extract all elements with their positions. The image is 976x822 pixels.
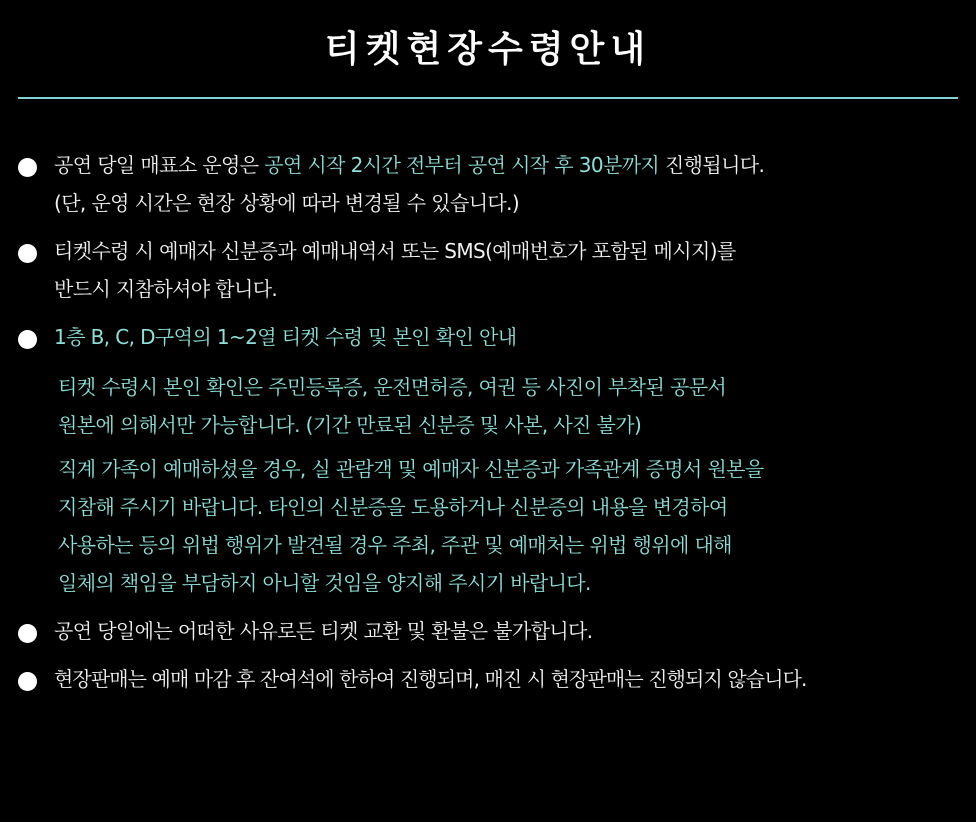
notice-line: 티켓 수령시 본인 확인은 주민등록증, 운전면허증, 여권 등 사진이 부착된 공문서 xyxy=(58,375,727,399)
notice-list xyxy=(0,150,976,694)
highlight-text: 공연 시작 2시간 전부터 공연 시작 후 30분까지 xyxy=(264,153,660,177)
notice-line: (단, 운영 시간은 현장 상황에 따라 변경될 수 있습니다.) xyxy=(54,191,520,215)
notice-line: 현장판매는 예매 마감 후 잔여석에 한하여 진행되며, 매진 시 현장판매는 진행되지 않습니다. xyxy=(54,667,807,691)
notice-line: 티켓수령 시 예매자 신분증과 예매내역서 또는 SMS(예매번호가 포함된 메시지)를 xyxy=(54,239,736,263)
notice-text: 진행됩니다. xyxy=(659,153,765,177)
notice-item-required-docs xyxy=(0,236,976,304)
bullet-icon xyxy=(18,158,37,177)
notice-line: 일체의 책임을 부담하지 아니할 것임을 양지해 주시기 바랍니다. xyxy=(58,571,591,595)
section-heading: 1층 B, C, D구역의 1~2열 티켓 수령 및 본인 확인 안내 xyxy=(54,325,517,349)
bullet-icon xyxy=(18,330,37,349)
title-divider xyxy=(18,97,958,99)
notice-item-on-site-sales xyxy=(0,664,976,694)
notice-line: 원본에 의해서만 가능합니다. (기간 만료된 신분증 및 사본, 사진 불가) xyxy=(58,413,642,437)
page-title: 티켓현장수령안내 xyxy=(324,29,652,70)
notice-line: 사용하는 등의 위법 행위가 발견될 경우 주최, 주관 및 예매처는 위법 행위에 대해 xyxy=(58,533,732,557)
bullet-icon xyxy=(18,244,37,263)
bullet-icon xyxy=(18,624,37,643)
notice-item-no-refund xyxy=(0,616,976,646)
notice-item-id-check xyxy=(0,322,976,598)
notice-item-box-office-hours xyxy=(0,150,976,218)
notice-line: 반드시 지참하셔야 합니다. xyxy=(54,277,278,301)
notice-text: 공연 당일 매표소 운영은 xyxy=(54,153,265,177)
notice-line: 공연 당일에는 어떠한 사유로든 티켓 교환 및 환불은 불가합니다. xyxy=(54,619,593,643)
notice-line: 직계 가족이 예매하셨을 경우, 실 관람객 및 예매자 신분증과 가족관계 증명서 원본을 xyxy=(58,457,764,481)
notice-line: 지참해 주시기 바랍니다. 타인의 신분증을 도용하거나 신분증의 내용을 변경하여 xyxy=(58,495,728,519)
bullet-icon xyxy=(18,672,37,691)
notice-line xyxy=(54,150,976,180)
